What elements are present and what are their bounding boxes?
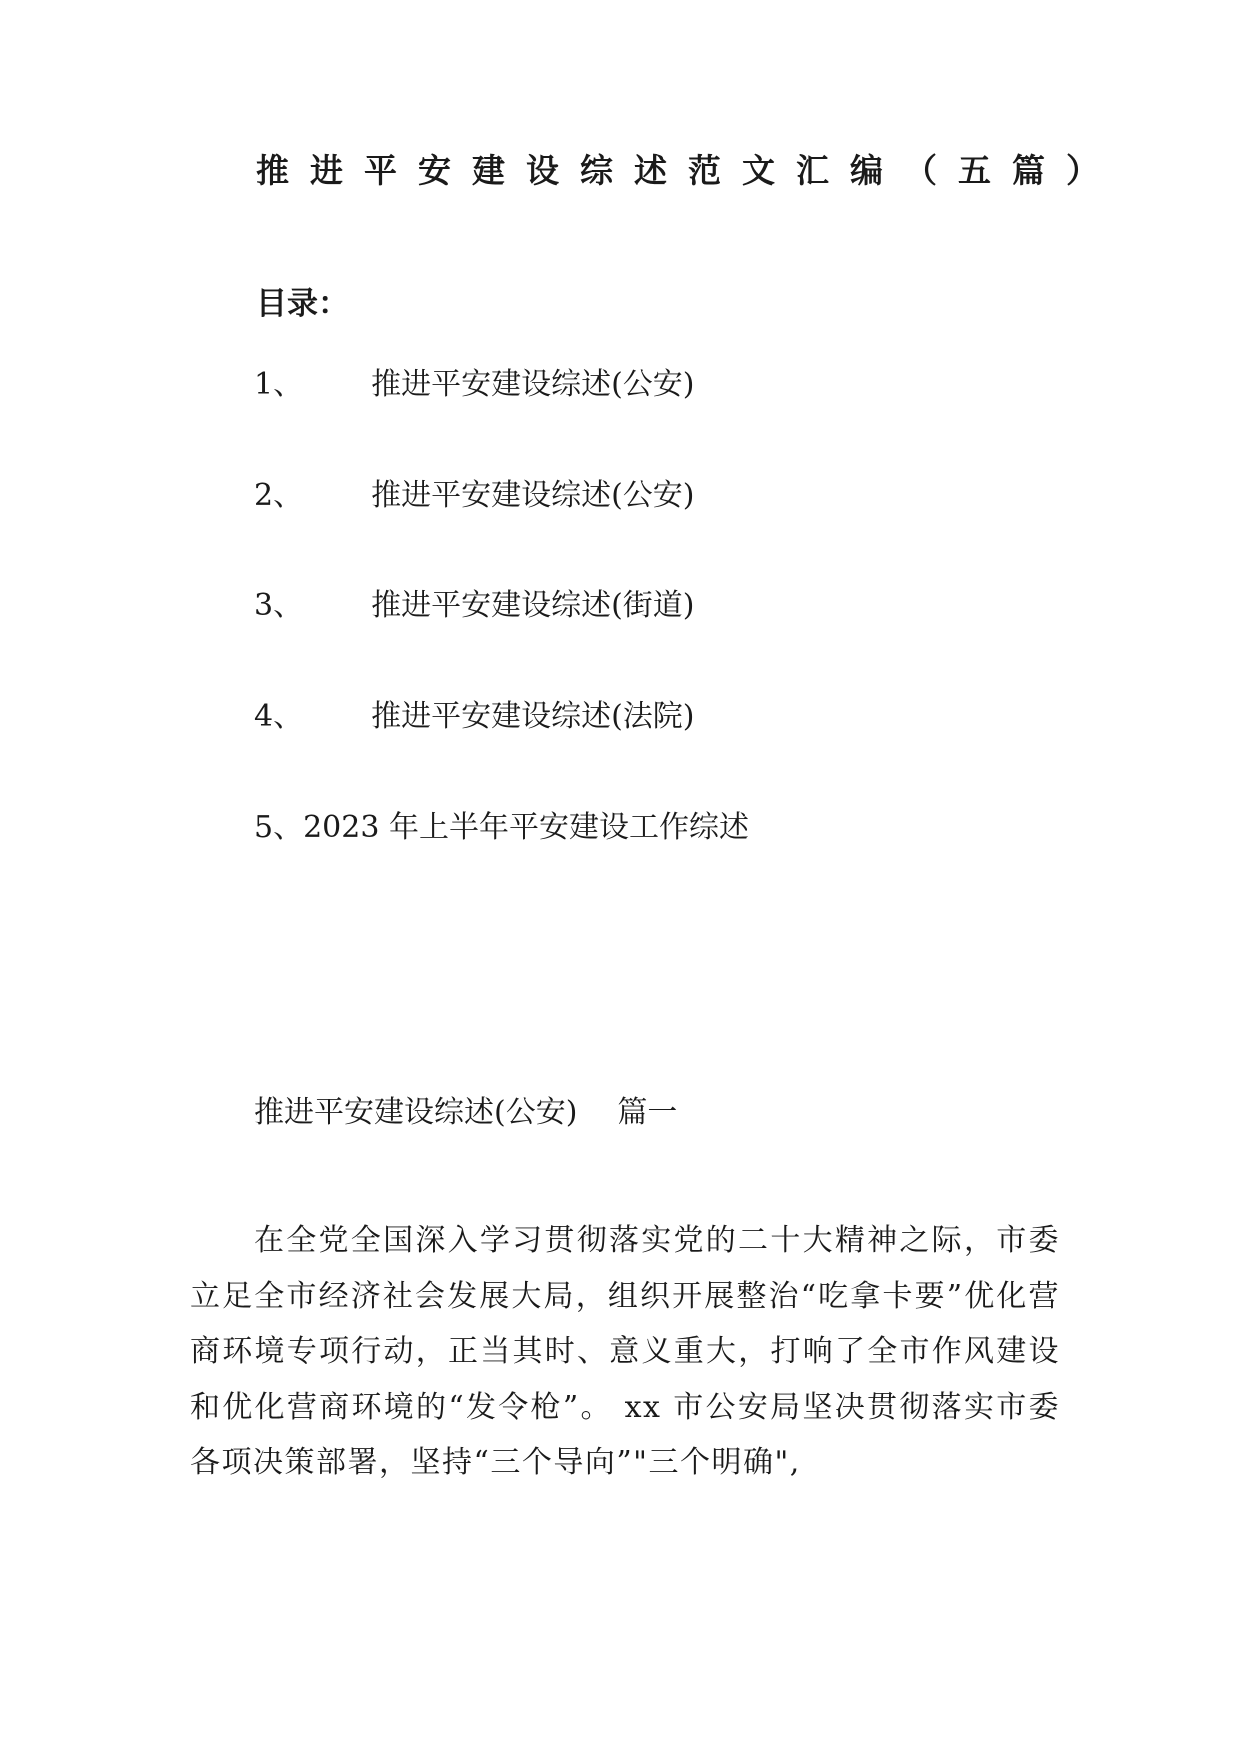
toc-item-number: 2、	[254, 478, 304, 513]
toc-heading: 目录：	[256, 286, 349, 322]
toc-item-number: 4、	[254, 699, 304, 734]
toc-item[interactable]	[254, 697, 695, 737]
toc-item[interactable]	[254, 365, 695, 405]
toc-item-text: 推进平安建设综述(街道)	[371, 588, 695, 623]
section-tag: 篇一	[617, 1095, 678, 1130]
toc-item[interactable]	[254, 476, 695, 516]
toc-item-text: 推进平安建设综述(公安)	[371, 367, 695, 402]
document-title: 推进平安建设综述范文汇编（五篇）	[256, 151, 1120, 190]
section-heading	[254, 1093, 677, 1133]
toc-item-number: 3、	[254, 588, 304, 623]
section-heading-text: 推进平安建设综述(公安)	[254, 1095, 578, 1130]
toc-item[interactable]	[254, 808, 749, 848]
toc-item-number: 1、	[254, 367, 304, 402]
toc-item-text: 推进平安建设综述(公安)	[371, 478, 695, 513]
toc-item-text: 2023 年上半年平安建设工作综述	[303, 810, 749, 845]
body-paragraph: 在全党全国深入学习贯彻落实党的二十大精神之际，市委立足全市经济社会发展大局，组织开展整治“吃拿卡要”优化营商环境专项行动，正当其时、意义重大，打响了全市作风建设和优化营商环境的“发令枪”。 xx 市公安局坚决贯彻落实市委各项决策部署，坚持“三个导向”"三个明确",	[190, 1223, 1060, 1480]
toc-item-number: 5、	[254, 810, 304, 845]
toc-item-text: 推进平安建设综述(法院)	[371, 699, 695, 734]
toc-item[interactable]	[254, 586, 695, 626]
